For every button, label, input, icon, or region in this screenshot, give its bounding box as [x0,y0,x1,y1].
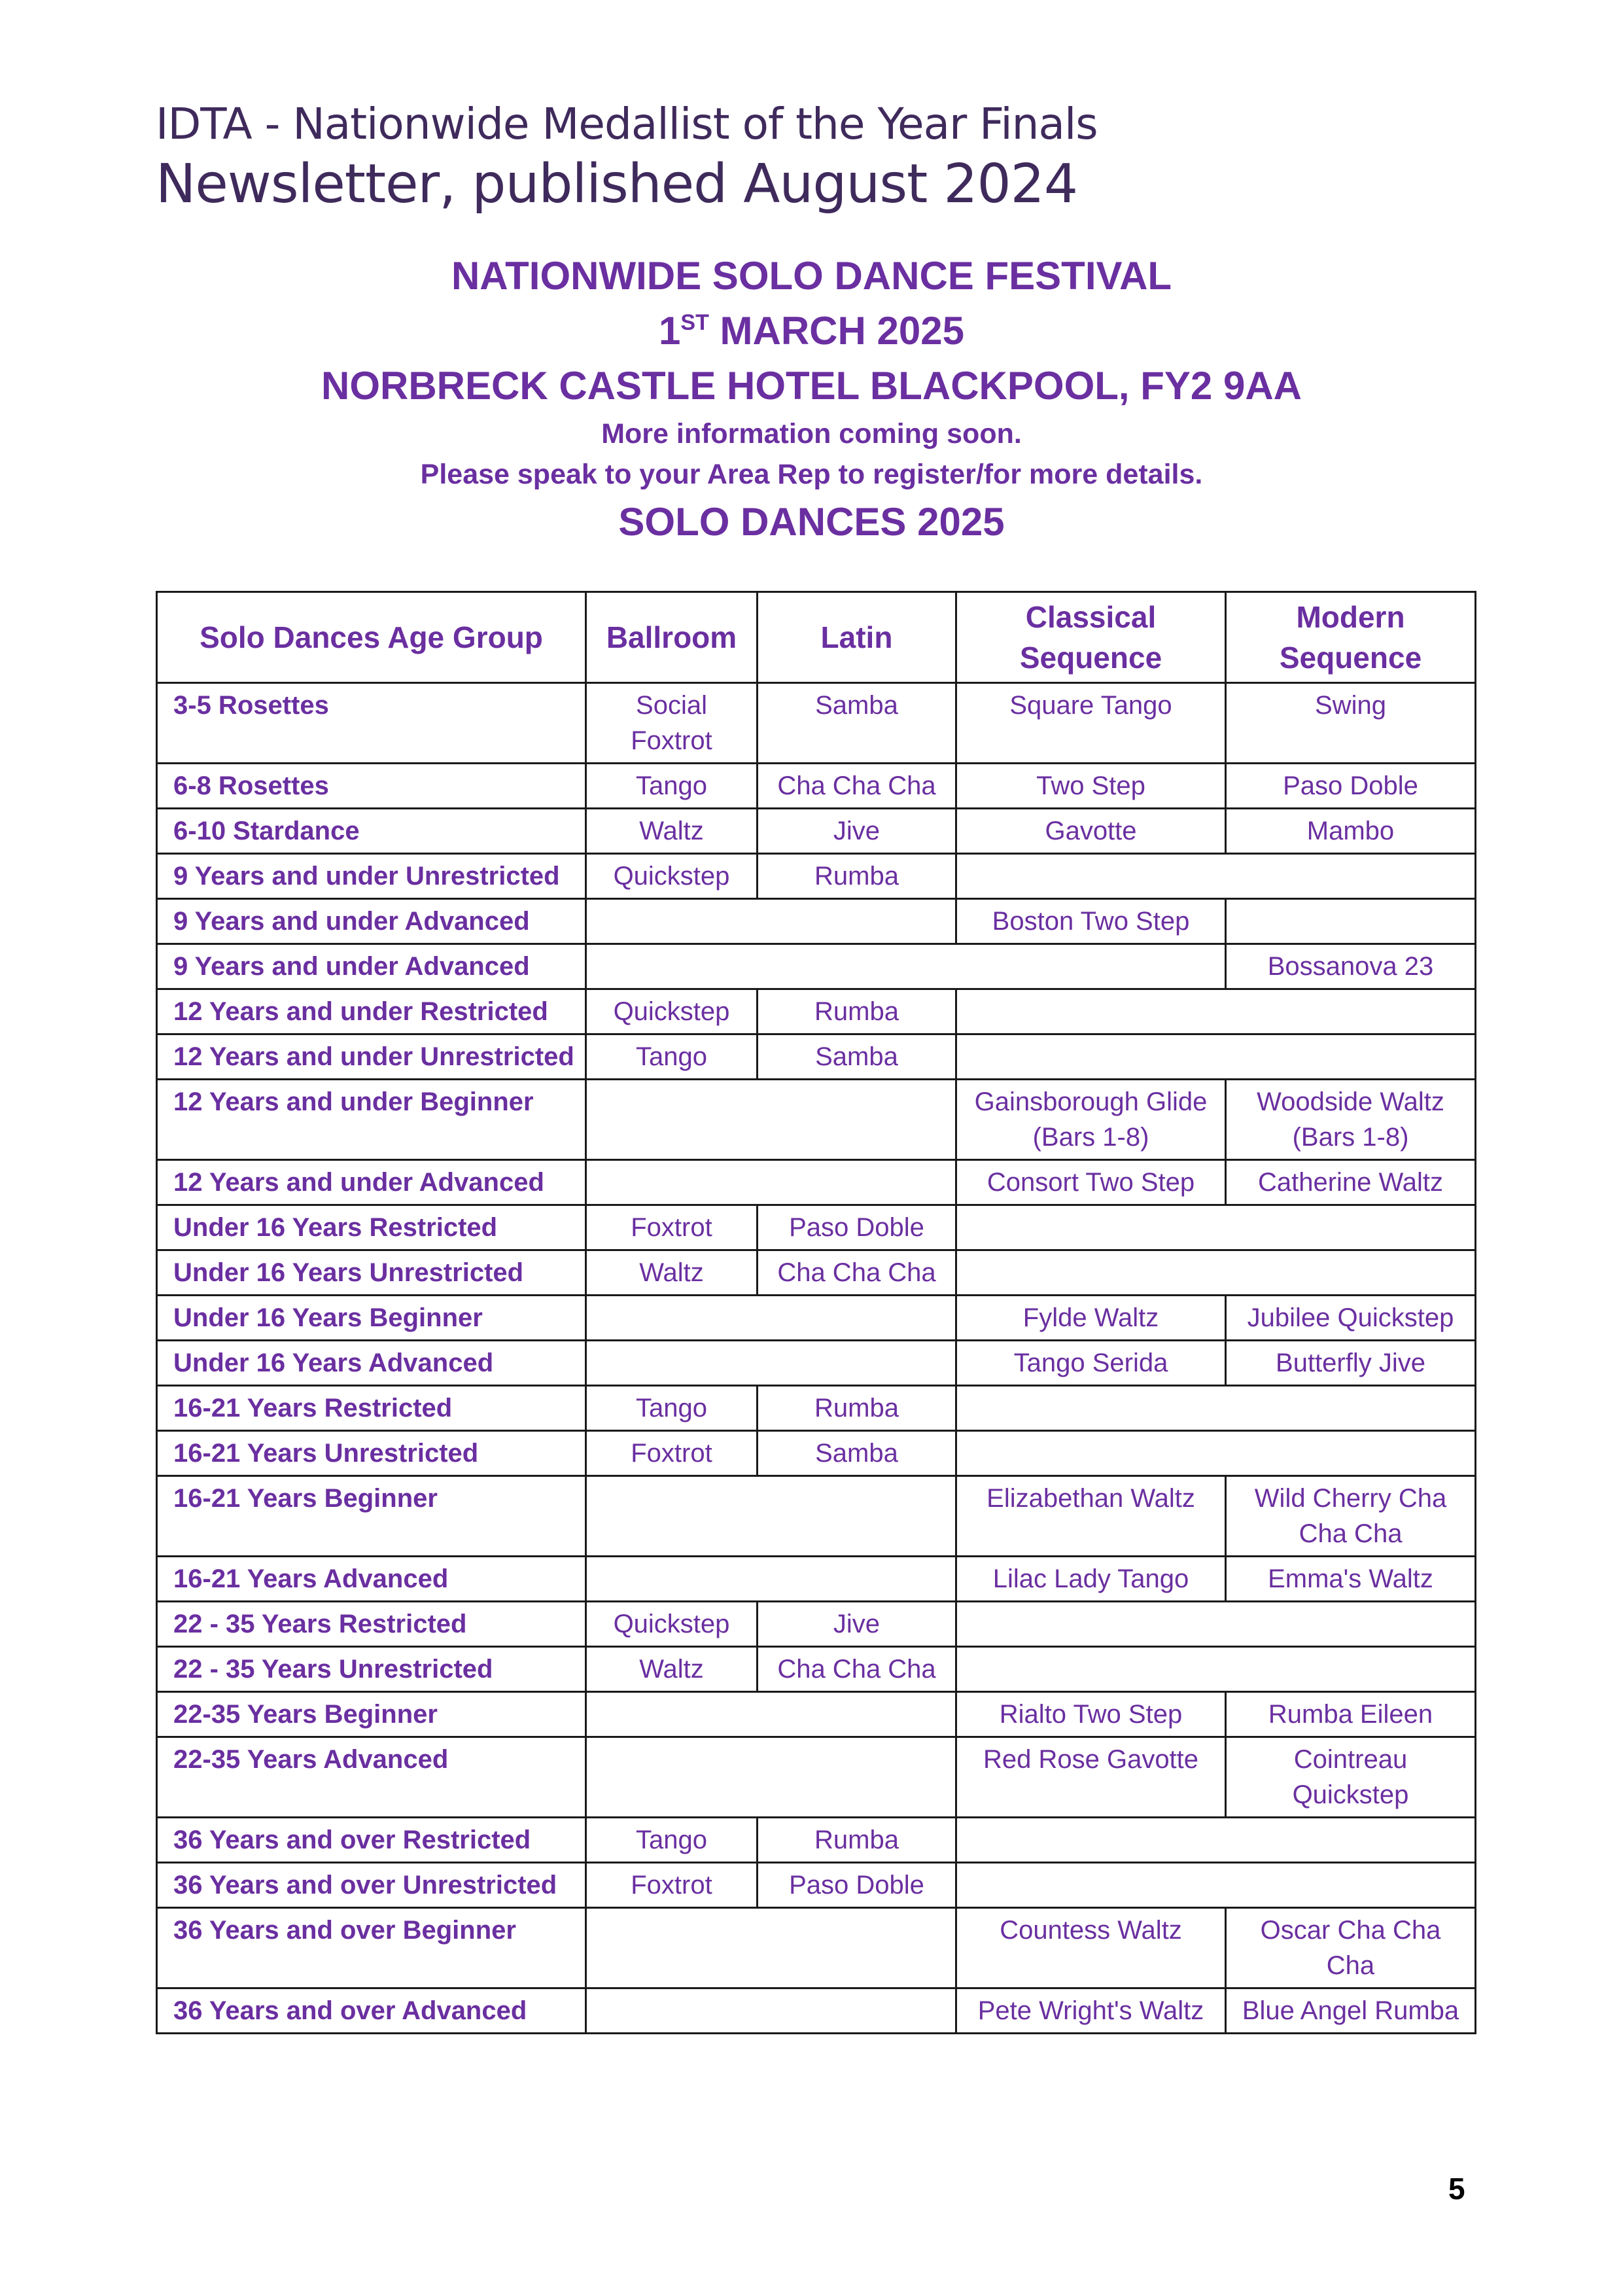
age-group-cell: 22 - 35 Years Unrestricted [157,1647,586,1692]
ballroom-cell: Tango [586,1818,758,1863]
table-row [157,899,1476,944]
column-header-ballroom: Ballroom [586,592,758,683]
table-row [157,944,1476,989]
latin-cell: Cha Cha Cha [758,1647,956,1692]
empty-cell [586,1737,956,1818]
column-header-age-group: Solo Dances Age Group [157,592,586,683]
age-group-cell: 36 Years and over Advanced [157,1988,586,2034]
empty-cell [586,1692,956,1737]
empty-cell [586,1476,956,1557]
empty-cell [956,1431,1476,1476]
latin-cell: Samba [758,1034,956,1080]
age-group-cell: 16-21 Years Advanced [157,1557,586,1602]
table-row [157,683,1476,764]
modern-cell: Cointreau Quickstep [1226,1737,1476,1818]
ballroom-cell: Foxtrot [586,1863,758,1908]
age-group-cell: 3-5 Rosettes [157,683,586,764]
ballroom-cell: Waltz [586,809,758,854]
age-group-cell: 16-21 Years Beginner [157,1476,586,1557]
classical-cell: Square Tango [956,683,1226,764]
empty-cell [586,1557,956,1602]
table-row [157,1341,1476,1386]
table-row [157,1692,1476,1737]
age-group-cell: 6-10 Stardance [157,809,586,854]
header-line-1: IDTA - Nationwide Medallist of the Year Finals [156,99,1098,149]
latin-cell: Rumba [758,854,956,899]
age-group-cell: 6-8 Rosettes [157,764,586,809]
classical-cell: Consort Two Step [956,1160,1226,1205]
modern-cell: Woodside Waltz (Bars 1-8) [1226,1080,1476,1160]
latin-cell: Jive [758,809,956,854]
age-group-cell: 22 - 35 Years Restricted [157,1602,586,1647]
latin-cell: Cha Cha Cha [758,764,956,809]
age-group-cell: 36 Years and over Beginner [157,1908,586,1988]
empty-cell [956,1034,1476,1080]
table-header-row [157,592,1476,683]
ballroom-cell: Foxtrot [586,1205,758,1250]
age-group-cell: 12 Years and under Unrestricted [157,1034,586,1080]
age-group-cell: Under 16 Years Advanced [157,1341,586,1386]
ballroom-cell: Quickstep [586,854,758,899]
column-header-classical-sequence: Classical Sequence [956,592,1226,683]
latin-cell: Rumba [758,989,956,1034]
modern-cell: Emma's Waltz [1226,1557,1476,1602]
empty-cell [956,1818,1476,1863]
age-group-cell: 12 Years and under Advanced [157,1160,586,1205]
classical-cell: Gavotte [956,809,1226,854]
empty-cell [956,1250,1476,1296]
modern-cell: Wild Cherry Cha Cha Cha [1226,1476,1476,1557]
table-row [157,1737,1476,1818]
empty-cell [586,1160,956,1205]
table-row [157,1080,1476,1160]
section-title: SOLO DANCES 2025 [618,500,1005,544]
column-header-modern-sequence: Modern Sequence [1226,592,1476,683]
age-group-cell: Under 16 Years Unrestricted [157,1250,586,1296]
table-row [157,1988,1476,2034]
empty-cell [956,1863,1476,1908]
modern-cell: Catherine Waltz [1226,1160,1476,1205]
newsletter-header [156,97,1098,217]
event-info: More information coming soon. [601,418,1022,450]
table-row [157,1250,1476,1296]
age-group-cell: 12 Years and under Beginner [157,1080,586,1160]
latin-cell: Cha Cha Cha [758,1250,956,1296]
classical-cell: Tango Serida [956,1341,1226,1386]
table-row [157,1908,1476,1988]
classical-cell: Two Step [956,764,1226,809]
table-row [157,1296,1476,1341]
classical-cell: Rialto Two Step [956,1692,1226,1737]
modern-cell: Mambo [1226,809,1476,854]
event-date-day: 1 [659,309,681,353]
modern-cell: Blue Angel Rumba [1226,1988,1476,2034]
event-date-rest: MARCH 2025 [708,309,964,353]
table-row [157,1557,1476,1602]
age-group-cell: 36 Years and over Unrestricted [157,1863,586,1908]
ballroom-cell: Tango [586,1034,758,1080]
age-group-cell: 12 Years and under Restricted [157,989,586,1034]
modern-cell: Bossanova 23 [1226,944,1476,989]
modern-cell: Butterfly Jive [1226,1341,1476,1386]
empty-cell [586,1341,956,1386]
event-venue: NORBRECK CASTLE HOTEL BLACKPOOL, FY2 9AA [321,364,1302,408]
empty-cell [586,1908,956,1988]
column-header-latin: Latin [758,592,956,683]
age-group-cell: 22-35 Years Advanced [157,1737,586,1818]
age-group-cell: 16-21 Years Restricted [157,1386,586,1431]
latin-cell: Paso Doble [758,1863,956,1908]
event-titles [0,249,1623,550]
table-row [157,764,1476,809]
event-date-suffix: ST [680,310,709,335]
table-row [157,1476,1476,1557]
ballroom-cell: Waltz [586,1647,758,1692]
empty-cell [956,1386,1476,1431]
age-group-cell: 9 Years and under Unrestricted [157,854,586,899]
table-row [157,1160,1476,1205]
age-group-cell: 36 Years and over Restricted [157,1818,586,1863]
classical-cell: Lilac Lady Tango [956,1557,1226,1602]
ballroom-cell: Quickstep [586,989,758,1034]
table-row [157,1818,1476,1863]
modern-cell: Paso Doble [1226,764,1476,809]
classical-cell: Elizabethan Waltz [956,1476,1226,1557]
age-group-cell: 9 Years and under Advanced [157,944,586,989]
classical-cell: Fylde Waltz [956,1296,1226,1341]
table-row [157,1034,1476,1080]
solo-dances-table [156,591,1476,2034]
table-row [157,1386,1476,1431]
latin-cell: Samba [758,683,956,764]
ballroom-cell: Tango [586,1386,758,1431]
table-row [157,1205,1476,1250]
table-row [157,1647,1476,1692]
modern-cell: Rumba Eileen [1226,1692,1476,1737]
table-row [157,989,1476,1034]
age-group-cell: Under 16 Years Beginner [157,1296,586,1341]
empty-cell [586,1080,956,1160]
classical-cell: Gainsborough Glide (Bars 1-8) [956,1080,1226,1160]
page-number: 5 [1448,2172,1465,2206]
empty-cell [956,1205,1476,1250]
event-register-note: Please speak to your Area Rep to register/for more details. [420,459,1203,490]
empty-cell [586,944,1226,989]
empty-cell [956,1602,1476,1647]
header-line-2: Newsletter, published August 2024 [156,153,1078,215]
empty-cell [956,1647,1476,1692]
classical-cell: Red Rose Gavotte [956,1737,1226,1818]
modern-cell: Oscar Cha Cha Cha [1226,1908,1476,1988]
classical-cell: Countess Waltz [956,1908,1226,1988]
modern-cell: Jubilee Quickstep [1226,1296,1476,1341]
latin-cell: Jive [758,1602,956,1647]
latin-cell: Paso Doble [758,1205,956,1250]
empty-cell [956,854,1476,899]
ballroom-cell: Social Foxtrot [586,683,758,764]
table-row [157,854,1476,899]
event-date [0,304,1623,359]
age-group-cell: Under 16 Years Restricted [157,1205,586,1250]
ballroom-cell: Foxtrot [586,1431,758,1476]
latin-cell: Rumba [758,1386,956,1431]
table-row [157,1863,1476,1908]
latin-cell: Samba [758,1431,956,1476]
empty-cell [586,1296,956,1341]
empty-cell [956,989,1476,1034]
classical-cell: Boston Two Step [956,899,1226,944]
table-row [157,809,1476,854]
empty-cell [586,1988,956,2034]
table-row [157,1431,1476,1476]
modern-cell: Swing [1226,683,1476,764]
empty-cell [1226,899,1476,944]
age-group-cell: 16-21 Years Unrestricted [157,1431,586,1476]
latin-cell: Rumba [758,1818,956,1863]
event-name: NATIONWIDE SOLO DANCE FESTIVAL [451,254,1172,298]
ballroom-cell: Tango [586,764,758,809]
ballroom-cell: Waltz [586,1250,758,1296]
table-row [157,1602,1476,1647]
ballroom-cell: Quickstep [586,1602,758,1647]
age-group-cell: 22-35 Years Beginner [157,1692,586,1737]
classical-cell: Pete Wright's Waltz [956,1988,1226,2034]
empty-cell [586,899,956,944]
age-group-cell: 9 Years and under Advanced [157,899,586,944]
